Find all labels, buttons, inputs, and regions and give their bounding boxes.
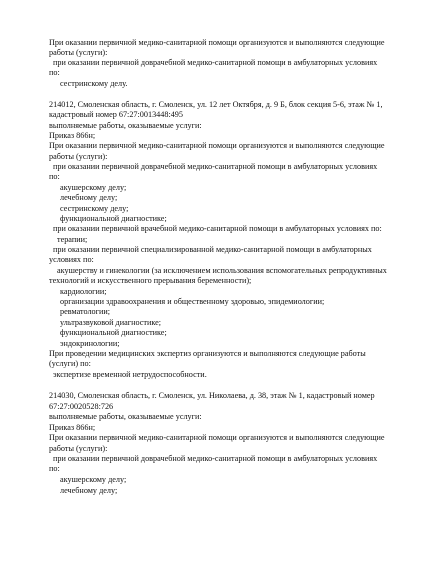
text-line: лечебному делу;: [60, 486, 118, 495]
text-line: функциональной диагностике;: [60, 328, 167, 337]
text-line: выполняемые работы, оказываемые услуги:: [49, 412, 202, 421]
text-line: по:: [49, 464, 60, 473]
text-line: по:: [49, 68, 60, 77]
text-line: 214012, Смоленская область, г. Смоленск, ул. 12 лет Октября, д. 9 Б, блок секция 5-6, этаж № 1,: [49, 100, 383, 109]
text-line: по:: [49, 172, 60, 181]
text-line: Приказ 866н;: [49, 423, 96, 432]
text-line: работы (услуги):: [49, 152, 108, 161]
text-line: работы (услуги):: [49, 444, 108, 453]
text-line: терапии;: [57, 235, 88, 244]
text-line: акушерскому делу;: [60, 475, 127, 484]
text-line: При проведении медицинских экспертиз организуются и выполняются следующие работы: [49, 349, 366, 358]
text-line: организации здравоохранения и общественному здоровью, эпидемиологии;: [60, 297, 325, 306]
text-line: при оказании первичной доврачебной медико-санитарной помощи в амбулаторных условиях: [53, 162, 378, 171]
text-line: при оказании первичной доврачебной медико-санитарной помощи в амбулаторных условиях: [53, 58, 378, 67]
text-line: При оказании первичной медико-санитарной помощи организуются и выполняются следующие: [49, 433, 385, 442]
text-line: лечебному делу;: [60, 193, 118, 202]
text-line: функциональной диагностике;: [60, 214, 167, 223]
text-line: 67:27:0020528:726: [49, 402, 114, 411]
text-line: кардиологии;: [60, 287, 107, 296]
text-line: при оказании первичной доврачебной медико-санитарной помощи в амбулаторных условиях: [53, 454, 378, 463]
text-line: при оказании первичной специализированной медико-санитарной помощи в амбулаторных: [53, 245, 372, 254]
text-line: сестринскому делу;: [60, 204, 129, 213]
text-line: кадастровый номер 67:27:0013448:495: [49, 110, 183, 119]
text-line: ультразвуковой диагностике;: [60, 318, 162, 327]
text-line: (услуги) по:: [49, 359, 91, 368]
text-line: 214030, Смоленская область, г. Смоленск, ул. Николаева, д. 38, этаж № 1, кадастровый номер: [49, 391, 375, 400]
text-line: при оказании первичной врачебной медико-санитарной помощи в амбулаторных условиях по:: [53, 224, 382, 233]
text-line: технологий и искусственного прерывания беременности);: [49, 276, 252, 285]
text-line: акушерскому делу;: [60, 183, 127, 192]
text-line: При оказании первичной медико-санитарной помощи организуются и выполняются следующие: [49, 141, 385, 150]
text-line: выполняемые работы, оказываемые услуги:: [49, 121, 202, 130]
text-line: условиях по:: [49, 255, 94, 264]
text-line: экспертизе временной нетрудоспособности.: [53, 370, 207, 379]
text-line: При оказании первичной медико-санитарной помощи организуются и выполняются следующие: [49, 38, 385, 47]
text-line: работы (услуги):: [49, 48, 108, 57]
text-line: ревматологии;: [60, 307, 111, 316]
text-line: эндокринологии;: [60, 339, 120, 348]
text-line: акушерству и гинекологии (за исключением использования вспомогательных репродуктивных: [57, 266, 387, 275]
text-line: Приказ 866н;: [49, 131, 96, 140]
text-line: сестринскому делу.: [60, 79, 128, 88]
